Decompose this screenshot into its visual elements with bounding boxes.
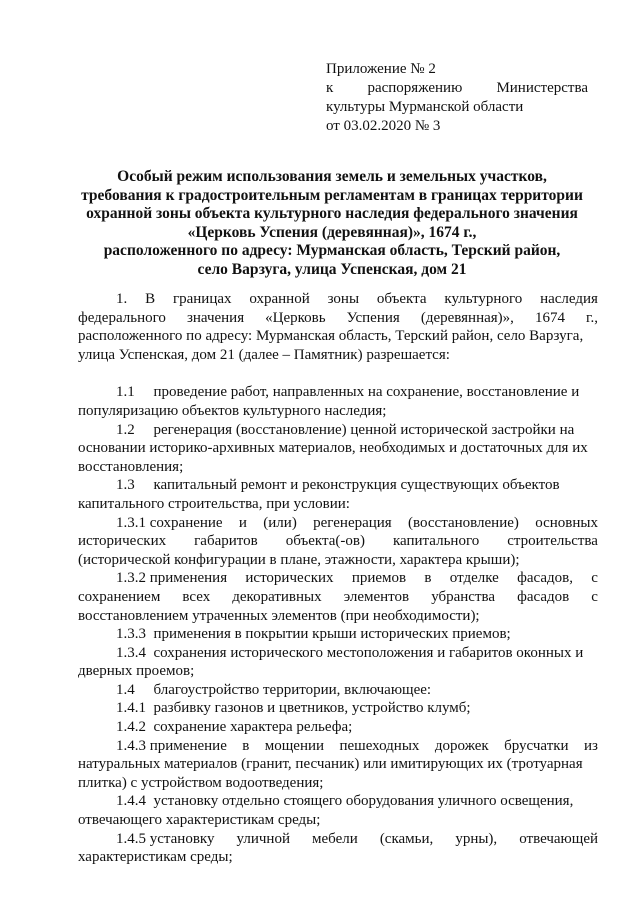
item-1-4-1: [78, 699, 598, 718]
item-line: капитального строительства, при условии:: [78, 495, 350, 512]
item-line: [78, 532, 598, 551]
word: всех: [182, 588, 211, 605]
title-line: «Церковь Успения (деревянная)», 1674 г.,: [187, 223, 477, 241]
word: объекта(-ов): [285, 533, 365, 550]
appendix-word: к: [326, 80, 334, 96]
word: брусчатки: [504, 737, 569, 754]
word: пешеходных: [339, 737, 420, 754]
item-line: восстановления;: [78, 458, 184, 475]
word: «Церковь: [265, 309, 326, 326]
item-line: 1.4.4 установку отдельно стоящего оборудования уличного освещения,: [116, 793, 574, 810]
item-1-4: [78, 681, 598, 700]
item-line: 1.2 регенерация (восстановление) ценной исторической застройки на: [116, 421, 575, 438]
word: регенерация: [313, 514, 392, 531]
item-line: [78, 588, 598, 607]
item-1-1: [78, 383, 598, 420]
title-line: Особый режим использования земель и земельных участков,: [117, 168, 547, 185]
word: элементов: [343, 588, 410, 605]
item-1-4-5: [78, 830, 598, 867]
word: 1.3.2 применения: [116, 570, 228, 587]
item-line: восстановлением утраченных элементов (при необходимости);: [78, 607, 480, 624]
title-line: село Варзуга, улица Успенская, дом 21: [197, 260, 467, 278]
word: и: [238, 514, 247, 531]
word: капитального: [392, 533, 480, 550]
item-1-3-4: [78, 644, 598, 681]
word: с: [591, 570, 598, 587]
appendix-word: Министерства: [496, 80, 588, 96]
appendix-order-line: [326, 79, 588, 98]
item-line: 1.3.3 применения в покрытии крыши исторических приемов;: [116, 626, 511, 643]
paragraph-line: улица Успенская, дом 21 (далее – Памятник) разрешается:: [78, 346, 450, 363]
appendix-ministry: культуры Мурманской области: [326, 99, 524, 115]
item-line: 1.3 капитальный ремонт и реконструкция существующих объектов: [116, 477, 560, 494]
word: значения: [186, 309, 245, 326]
title-line: расположенного по адресу: Мурманская область, Терский район,: [103, 242, 561, 259]
word: приемов: [351, 570, 407, 587]
item-1-2: [78, 421, 598, 477]
item-1-4-3: [78, 737, 598, 793]
word: урны),: [455, 830, 498, 847]
item-1-4-4: [78, 792, 598, 829]
word: наследия: [540, 291, 598, 307]
word: в: [424, 570, 432, 587]
item-line: [78, 830, 598, 849]
item-number: 1.: [116, 291, 128, 307]
word: фасадов: [517, 588, 570, 605]
paragraph-line: [78, 309, 598, 328]
paragraph-1: [78, 290, 598, 364]
word: зоны: [327, 291, 360, 307]
word: отделке: [449, 570, 499, 587]
item-line: отвечающего характеристикам среды;: [78, 812, 321, 829]
word: основных: [535, 514, 598, 531]
appendix-header: [326, 60, 588, 136]
appendix-title: Приложение № 2: [326, 61, 436, 77]
item-line: натуральных материалов (гранит, песчаник) или имитирующих их (тротуарная: [78, 756, 583, 773]
word: декоративных: [232, 588, 322, 605]
word: габаритов: [194, 533, 258, 550]
item-line: [78, 514, 598, 533]
word: (деревянная)»,: [420, 309, 514, 326]
item-line: [78, 569, 598, 588]
item-line: популяризацию объектов культурного наследия;: [78, 402, 387, 419]
word: мебели: [312, 830, 358, 847]
item-line: 1.4.1 разбивку газонов и цветников, устройство клумб;: [116, 700, 471, 717]
title-line: охранной зоны объекта культурного наследия федерального значения: [86, 205, 578, 222]
word: федерального: [78, 309, 166, 326]
item-line: 1.4.2 сохранение характера рельефа;: [116, 719, 353, 736]
paragraph-line-lead: [78, 290, 127, 309]
word: (восстановление): [408, 514, 519, 531]
appendix-date: от 03.02.2020 № 3: [326, 118, 441, 134]
word: 1.3.1 сохранение: [116, 514, 223, 531]
word: из: [583, 737, 598, 754]
word: (или): [263, 514, 297, 531]
word: фасадов,: [517, 570, 573, 587]
paragraph-gap: [78, 364, 598, 383]
item-1-3-1: [78, 514, 598, 570]
item-1-3-3: [78, 625, 598, 644]
word: 1.4.5 установку: [116, 830, 215, 847]
word: 1.4.3 применение: [116, 737, 227, 754]
word: (скамьи,: [379, 830, 434, 847]
word: исторических: [245, 570, 334, 587]
word: строительства: [507, 533, 598, 550]
document-title: [60, 168, 604, 279]
word: сохранением: [78, 588, 161, 605]
appendix-word: распоряжению: [367, 80, 463, 96]
paragraph-line: [78, 290, 598, 309]
word: отвечающей: [519, 830, 598, 847]
title-line: требования к градостроительным регламентам в границах территории: [81, 186, 583, 204]
word: с: [591, 588, 598, 605]
item-line: 1.4 благоустройство территории, включающее:: [116, 681, 432, 698]
item-1-3: [78, 476, 598, 513]
word: В: [145, 291, 156, 307]
word: уличной: [236, 830, 290, 847]
word: объекта: [376, 291, 427, 307]
item-line: [78, 737, 598, 756]
word: 1674: [534, 309, 565, 326]
word: дорожек: [434, 737, 489, 754]
item-line: 1.1 проведение работ, направленных на сохранение, восстановление и: [116, 384, 580, 401]
word: убранства: [431, 588, 496, 605]
word: г.,: [586, 309, 598, 326]
word: культурного: [444, 291, 523, 307]
item-line: основании историко-архивных материалов, необходимых и достаточных для их: [78, 440, 588, 457]
paragraph-line: расположенного по адресу: Мурманская область, Терский район, село Варзуга,: [78, 328, 584, 345]
document-body: [78, 290, 598, 867]
word: в: [242, 737, 250, 754]
item-line: дверных проемов;: [78, 663, 195, 680]
word: границах: [172, 291, 232, 307]
word: мощении: [264, 737, 325, 754]
item-line: 1.3.4 сохранения исторического местоположения и габаритов оконных и: [116, 644, 584, 661]
item-line: (исторической конфигурации в плане, этажности, характера крыши);: [78, 551, 520, 568]
item-line: плитка) с устройством водоотведения;: [78, 774, 324, 791]
item-1-4-2: [78, 718, 598, 737]
item-1-3-2: [78, 569, 598, 625]
word: Успения: [346, 309, 400, 326]
item-line: характеристикам среды;: [78, 849, 233, 866]
word: охранной: [249, 291, 310, 307]
word: исторических: [78, 533, 167, 550]
